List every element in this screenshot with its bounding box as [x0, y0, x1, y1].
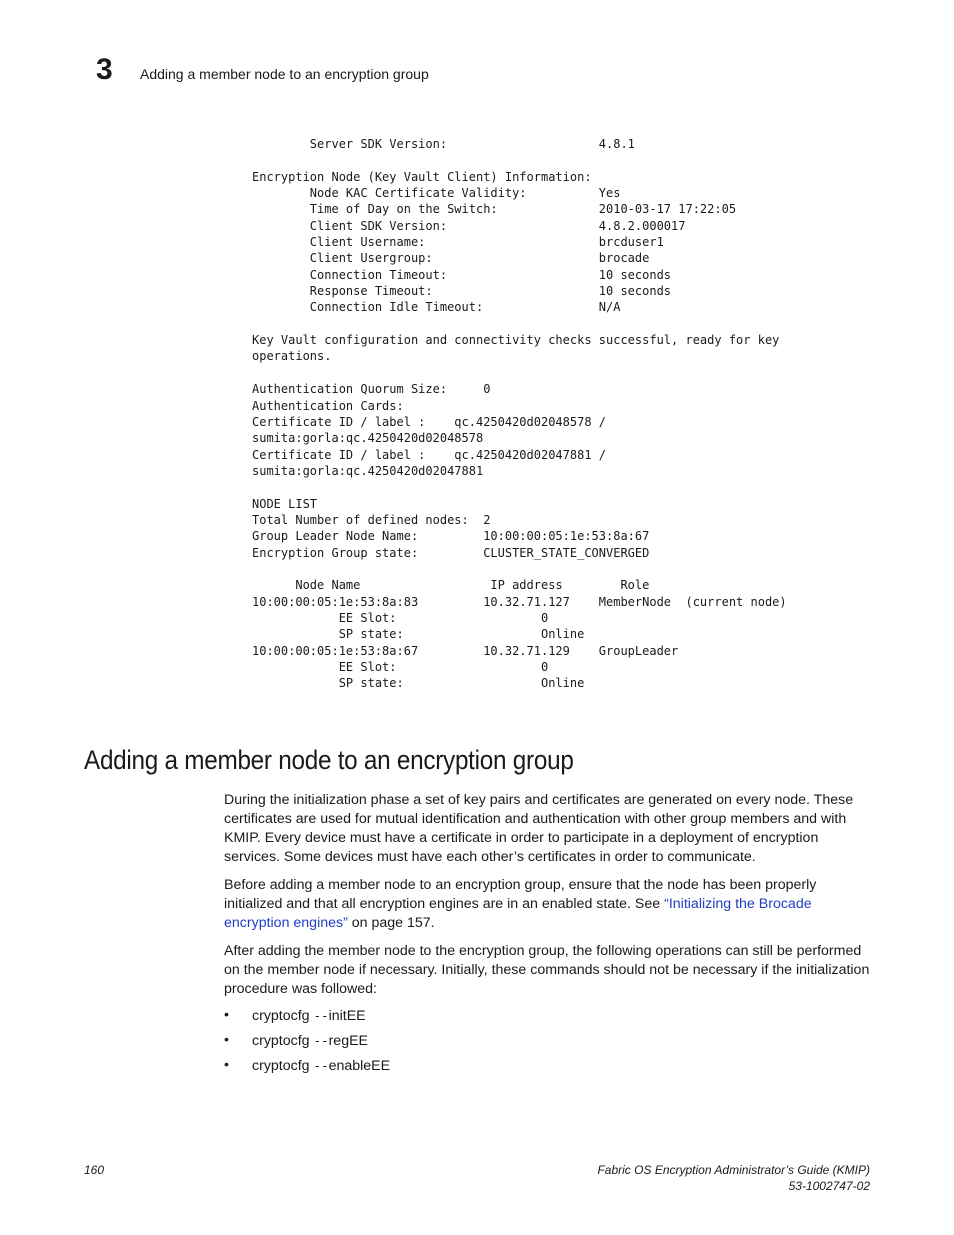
command-list: [224, 1006, 390, 1081]
code-line: Client SDK Version: 4.8.2.000017: [252, 218, 686, 233]
command-name: cryptocfg: [252, 1008, 314, 1024]
code-line: Client Username: brcduser1: [252, 235, 664, 250]
document-number: 53-1002747-02: [788, 1179, 870, 1193]
bullet-icon: •: [224, 1007, 229, 1023]
code-line: NODE LIST: [252, 496, 318, 511]
code-line: EE Slot: 0: [252, 660, 549, 674]
code-line: Key Vault configuration and connectivity checks successful, ready for key: [252, 333, 780, 348]
code-line: Time of Day on the Switch: 2010-03-17 17:22:05: [252, 202, 737, 217]
code-line: operations.: [252, 349, 332, 364]
code-line: Authentication Quorum Size: 0: [252, 382, 491, 397]
code-line: 10:00:00:05:1e:53:8a:83 10.32.71.127 MemberNode (current node): [252, 594, 787, 609]
command-flag: --: [313, 1008, 329, 1023]
paragraph-before-adding: [224, 876, 874, 933]
command-arg: regEE: [328, 1033, 369, 1049]
code-line: Node Name IP address Role: [252, 578, 650, 593]
command-name: cryptocfg: [252, 1033, 314, 1049]
code-line: Server SDK Version: 4.8.1: [252, 137, 635, 151]
code-line: Encryption Group state: CLUSTER_STATE_CONVERGED: [252, 545, 650, 560]
code-line: Group Leader Node Name: 10:00:00:05:1e:53:8a:67: [252, 529, 650, 544]
command-arg: initEE: [328, 1008, 366, 1024]
code-line: 10:00:00:05:1e:53:8a:67 10.32.71.129 GroupLeader: [252, 643, 679, 658]
paragraph-text: on page 157.: [347, 915, 435, 931]
code-line: Authentication Cards:: [252, 398, 404, 413]
code-line: sumita:gorla:qc.4250420d02048578: [252, 431, 484, 446]
code-line: Client Usergroup: brocade: [252, 251, 650, 266]
footer-info: [597, 1162, 870, 1194]
book-title: Fabric OS Encryption Administrator’s Guide (KMIP): [597, 1163, 870, 1177]
paragraph-initialization: During the initialization phase a set of key pairs and certificates are generated on every node. These certificates are used for mutual identification and authentication with other group members and with KMIP. Every device must have a certificate in order to participate in a deployment of encryption services. Some devices must have each other’s certificates in order to communicate.: [224, 792, 854, 865]
running-header-title: Adding a member node to an encryption group: [140, 66, 429, 82]
list-item: [224, 1006, 390, 1031]
bullet-icon: •: [224, 1057, 229, 1073]
command-flag: --: [313, 1033, 329, 1048]
code-line: Certificate ID / label : qc.4250420d02048578 /: [252, 414, 607, 429]
list-item: [224, 1031, 390, 1056]
code-line: sumita:gorla:qc.4250420d02047881: [252, 463, 484, 478]
list-item: [224, 1056, 390, 1081]
code-line: Encryption Node (Key Vault Client) Information:: [252, 169, 592, 184]
code-line: Response Timeout: 10 seconds: [252, 284, 672, 299]
code-line: Certificate ID / label : qc.4250420d02047881 /: [252, 447, 607, 462]
section-heading: Adding a member node to an encryption group: [84, 745, 574, 775]
code-line: Connection Timeout: 10 seconds: [252, 267, 672, 282]
code-output-block: [252, 136, 787, 692]
page-number: 160: [84, 1163, 105, 1177]
command-arg: enableEE: [328, 1058, 391, 1074]
code-line: SP state: Online: [252, 627, 585, 642]
chapter-number: 3: [96, 53, 113, 86]
cross-reference-link[interactable]: “Initializing the Brocade encryption engines”: [224, 896, 812, 931]
paragraph-text: Before adding a member node to an encryption group, ensure that the node has been properly initialized and that all encryption engines are in an enabled state. See: [224, 877, 817, 912]
code-line: SP state: Online: [252, 676, 585, 691]
paragraph-after-adding: After adding the member node to the encryption group, the following operations can still be performed on the member node if necessary. Initially, these commands should not be necessary if the initialization procedure was followed:: [224, 943, 870, 997]
command-name: cryptocfg: [252, 1058, 314, 1074]
code-line: Node KAC Certificate Validity: Yes: [252, 186, 621, 201]
command-flag: --: [313, 1058, 329, 1073]
code-line: EE Slot: 0: [252, 610, 549, 625]
bullet-icon: •: [224, 1032, 229, 1048]
code-line: Connection Idle Timeout: N/A: [252, 300, 621, 315]
code-line: Total Number of defined nodes: 2: [252, 512, 491, 527]
